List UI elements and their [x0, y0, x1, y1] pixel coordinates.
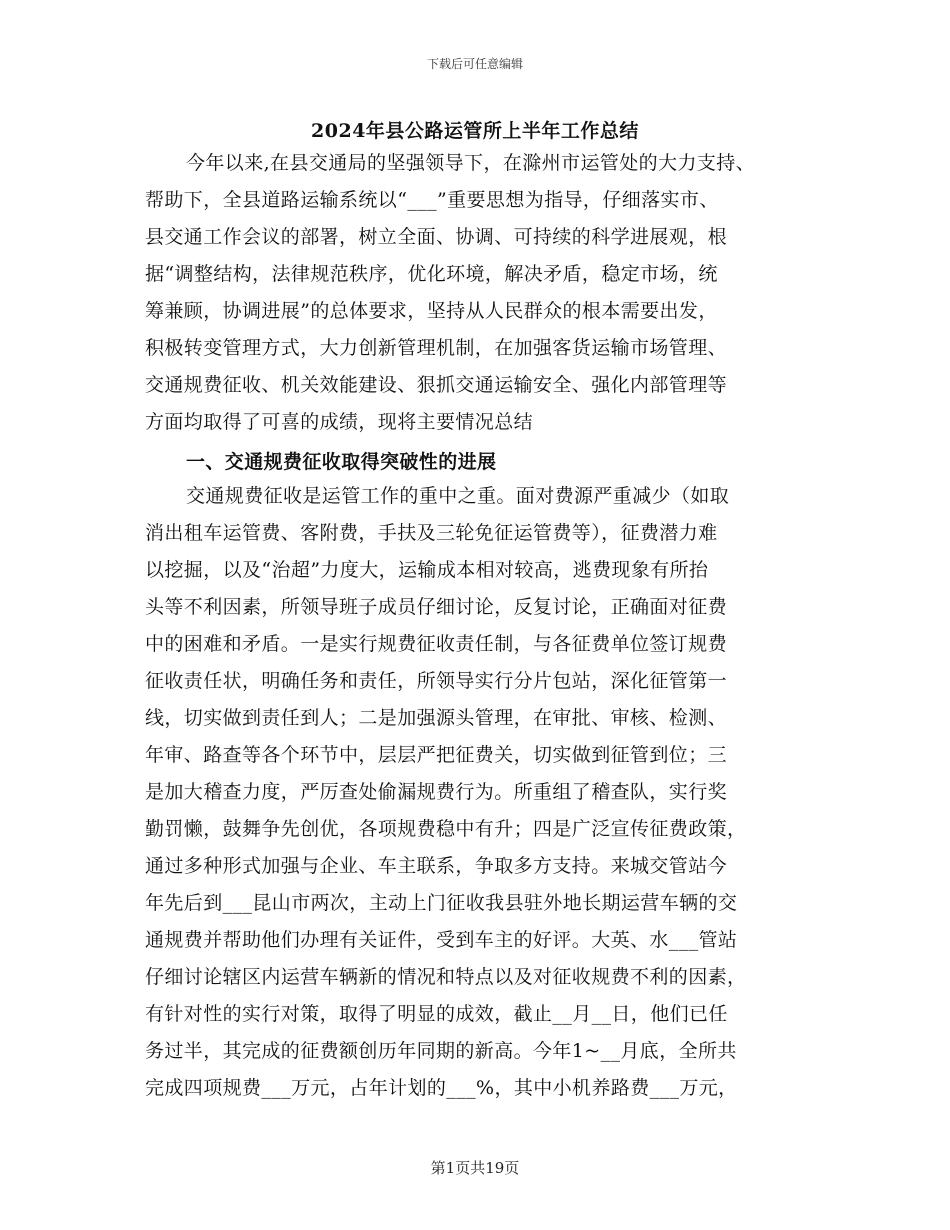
body-line: 头等不利因素，所领导班子成员仔细讨论，反复讨论，正确面对征费: [145, 596, 728, 618]
body-line: 以挖掘，以及“治超”力度大，运输成本相对较高，逃费现象有所抬: [145, 559, 709, 581]
body-line: 交通规费征收是运管工作的重中之重。面对费源严重减少（如取: [186, 485, 730, 507]
body-line: 筹兼顾，协调进展”的总体要求，坚持从人民群众的根本需要出发，: [145, 300, 718, 322]
body-line: 有针对性的实行对策，取得了明显的成效，截止__月__日，他们已任: [145, 1003, 728, 1025]
body-line: 通过多种形式加强与企业、车主联系，争取多方支持。来城交管站今: [145, 855, 728, 877]
body-line: 据“调整结构，法律规范秩序，优化环境，解决矛盾，稳定市场，统: [145, 263, 718, 285]
body-line: 今年以来,在县交通局的坚强领导下，在滁州市运管处的大力支持、: [186, 152, 756, 174]
body-line: 征收责任状，明确任务和责任，所领导实行分片包站，深化征管第一: [145, 670, 728, 692]
body-line: 线，切实做到责任到人；二是加强源头管理，在审批、审核、检测、: [145, 707, 728, 729]
body-line: 完成四项规费___万元，占年计划的___%，其中小机养路费___万元，: [145, 1077, 738, 1099]
body-line: 勤罚懒，鼓舞争先创优，各项规费稳中有升；四是广泛宣传征费政策，: [145, 818, 747, 840]
body-line: 交通规费征收、机关效能建设、狠抓交通运输安全、强化内部管理等: [145, 374, 728, 396]
document-title: 2024年县公路运管所上半年工作总结: [311, 120, 639, 142]
header-note: 下载后可任意编辑: [426, 57, 523, 71]
body-line: 年先后到___昆山市两次，主动上门征收我县驻外地长期运营车辆的交: [145, 892, 738, 914]
body-line: 积极转变管理方式，大力创新管理机制，在加强客货运输市场管理、: [145, 337, 728, 359]
body-line: 务过半，其完成的征费额创历年同期的新高。今年1~__月底，全所共: [145, 1040, 737, 1062]
body-line: 帮助下，全县道路运输系统以“___”重要思想为指导，仔细落实市、: [145, 189, 719, 211]
page-footer: 第1页共19页: [430, 1159, 520, 1177]
body-line: 仔细讨论辖区内运营车辆新的情况和特点以及对征收规费不利的因素，: [145, 966, 747, 988]
body-line: 是加大稽查力度，严厉查处偷漏规费行为。所重组了稽查队，实行奖: [145, 781, 728, 803]
body-line: 中的困难和矛盾。一是实行规费征收责任制，与各征费单位签订规费: [145, 633, 728, 655]
body-line: 消出租车运管费、客附费，手扶及三轮免征运管费等），征费潜力难: [145, 522, 718, 544]
section-heading: 一、交通规费征收取得突破性的进展: [186, 451, 497, 473]
body-line: 年审、路查等各个环节中，层层严把征费关，切实做到征管到位；三: [145, 744, 728, 766]
body-line: 方面均取得了可喜的成绩，现将主要情况总结: [145, 411, 534, 433]
body-line: 县交通工作会议的部署，树立全面、协调、可持续的科学进展观，根: [145, 226, 728, 248]
body-line: 通规费并帮助他们办理有关证件，受到车主的好评。大英、水___管站: [145, 929, 738, 951]
